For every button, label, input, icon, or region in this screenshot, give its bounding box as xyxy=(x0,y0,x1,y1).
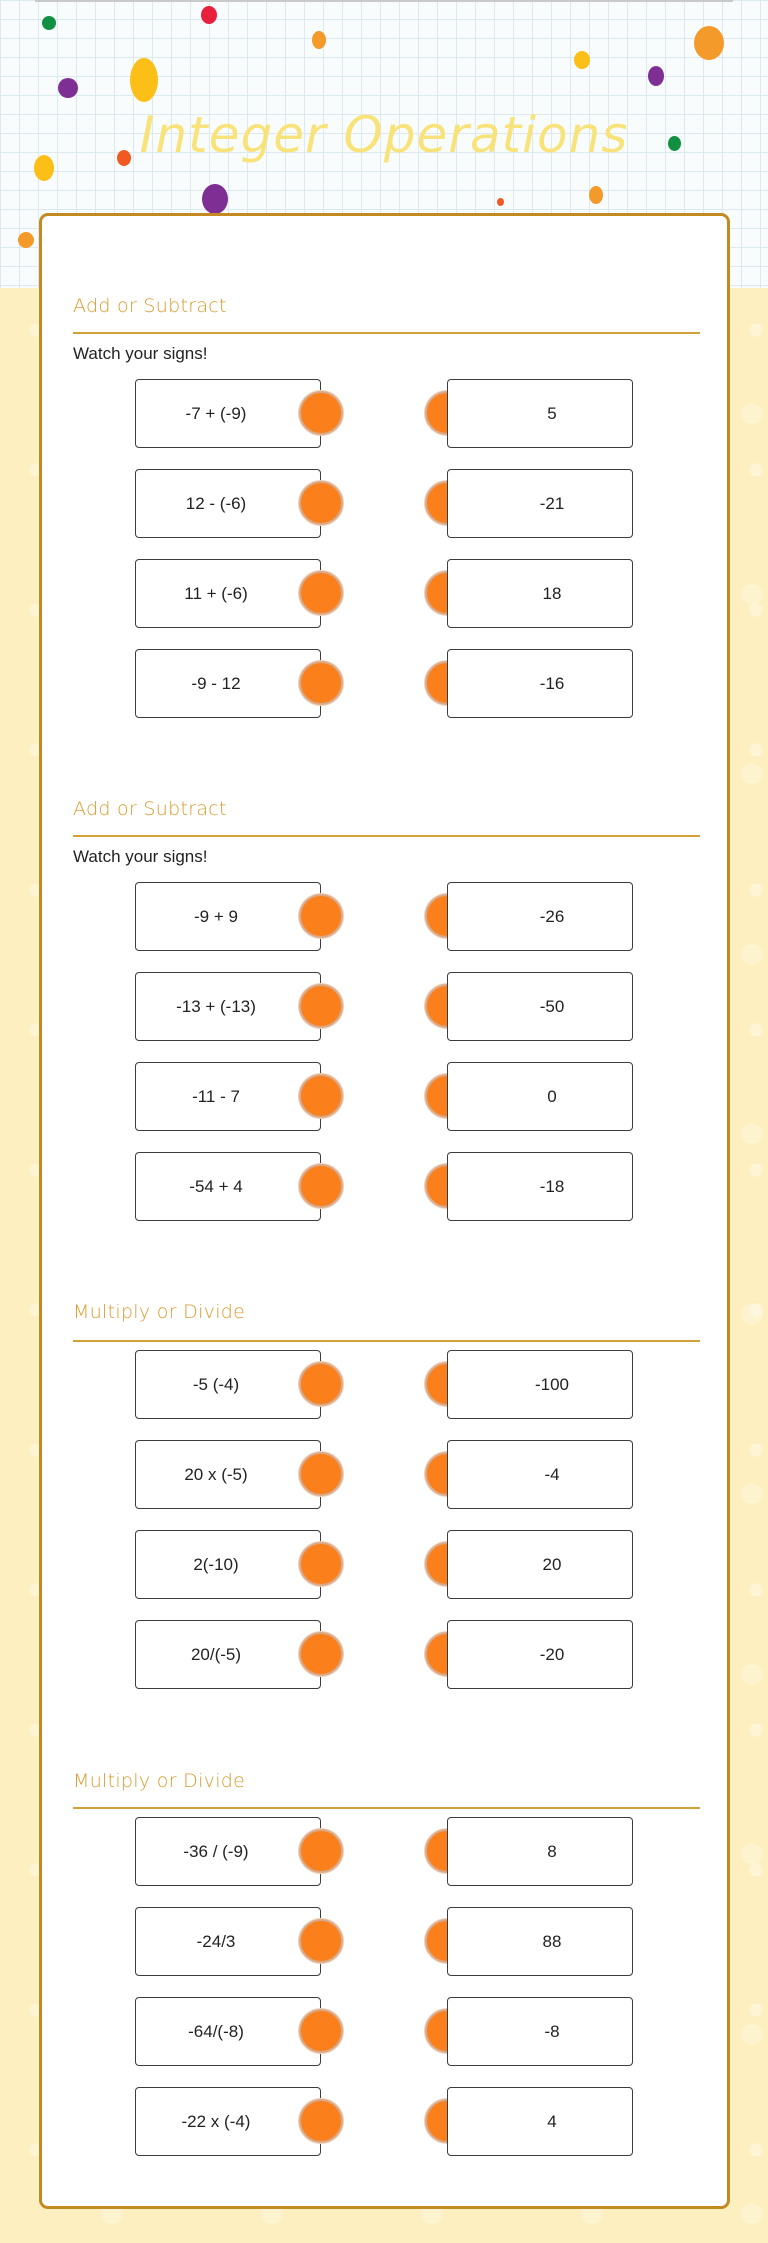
match-item-right[interactable]: -16 xyxy=(447,649,633,718)
match-connector-dot[interactable] xyxy=(299,2009,343,2053)
paint-splatter-icon xyxy=(201,6,217,24)
match-connector-dot[interactable] xyxy=(299,1919,343,1963)
page-title: Integer Operations xyxy=(139,106,629,164)
match-item-right[interactable]: -50 xyxy=(447,972,633,1041)
paint-splatter-icon xyxy=(497,198,504,206)
match-item-left[interactable]: -5 (-4) xyxy=(135,1350,321,1419)
section-divider xyxy=(73,332,700,334)
match-item-left[interactable]: -22 x (-4) xyxy=(135,2087,321,2156)
match-item-right[interactable]: 0 xyxy=(447,1062,633,1131)
match-connector-dot[interactable] xyxy=(299,1074,343,1118)
match-connector-dot[interactable] xyxy=(299,1542,343,1586)
match-item-left[interactable]: 20/(-5) xyxy=(135,1620,321,1689)
match-item-right[interactable]: -100 xyxy=(447,1350,633,1419)
match-item-left[interactable]: 20 x (-5) xyxy=(135,1440,321,1509)
section-heading: Multiply or Divide xyxy=(73,1301,246,1323)
section-heading: Add or Subtract xyxy=(73,798,227,820)
paint-splatter-icon xyxy=(202,184,228,214)
match-item-left[interactable]: -9 - 12 xyxy=(135,649,321,718)
paint-splatter-icon xyxy=(130,58,158,102)
section-divider xyxy=(73,1340,700,1342)
paint-splatter-icon xyxy=(312,31,326,49)
match-connector-dot[interactable] xyxy=(299,1362,343,1406)
paint-splatter-icon xyxy=(648,66,664,86)
match-item-left[interactable]: -11 - 7 xyxy=(135,1062,321,1131)
match-connector-dot[interactable] xyxy=(299,391,343,435)
match-item-right[interactable]: 18 xyxy=(447,559,633,628)
match-item-right[interactable]: 8 xyxy=(447,1817,633,1886)
match-item-right[interactable]: -26 xyxy=(447,882,633,951)
worksheet-card xyxy=(39,213,730,2209)
section-heading: Multiply or Divide xyxy=(73,1770,246,1792)
match-item-right[interactable]: 88 xyxy=(447,1907,633,1976)
match-item-right[interactable]: -4 xyxy=(447,1440,633,1509)
match-connector-dot[interactable] xyxy=(299,1452,343,1496)
match-connector-dot[interactable] xyxy=(299,661,343,705)
match-item-right[interactable]: -18 xyxy=(447,1152,633,1221)
match-connector-dot[interactable] xyxy=(299,2099,343,2143)
match-item-left[interactable]: -54 + 4 xyxy=(135,1152,321,1221)
match-connector-dot[interactable] xyxy=(299,984,343,1028)
match-item-right[interactable]: -20 xyxy=(447,1620,633,1689)
section-subtitle: Watch your signs! xyxy=(73,344,208,363)
match-connector-dot[interactable] xyxy=(299,1829,343,1873)
top-divider xyxy=(35,0,733,2)
match-item-left[interactable]: 12 - (-6) xyxy=(135,469,321,538)
match-connector-dot[interactable] xyxy=(299,571,343,615)
match-item-right[interactable]: 4 xyxy=(447,2087,633,2156)
match-item-left[interactable]: -64/(-8) xyxy=(135,1997,321,2066)
paint-splatter-icon xyxy=(58,78,78,98)
section-divider xyxy=(73,835,700,837)
match-item-left[interactable]: 11 + (-6) xyxy=(135,559,321,628)
match-item-right[interactable]: -21 xyxy=(447,469,633,538)
paint-splatter-icon xyxy=(42,16,56,30)
section-divider xyxy=(73,1807,700,1809)
match-item-left[interactable]: -9 + 9 xyxy=(135,882,321,951)
match-item-right[interactable]: 20 xyxy=(447,1530,633,1599)
match-connector-dot[interactable] xyxy=(299,1164,343,1208)
paint-splatter-icon xyxy=(574,51,590,69)
section-heading: Add or Subtract xyxy=(73,295,227,317)
match-connector-dot[interactable] xyxy=(299,894,343,938)
paint-splatter-icon xyxy=(589,186,603,204)
match-item-left[interactable]: -7 + (-9) xyxy=(135,379,321,448)
match-item-left[interactable]: -24/3 xyxy=(135,1907,321,1976)
match-item-left[interactable]: -36 / (-9) xyxy=(135,1817,321,1886)
section-subtitle: Watch your signs! xyxy=(73,847,208,866)
match-item-left[interactable]: 2(-10) xyxy=(135,1530,321,1599)
match-item-right[interactable]: -8 xyxy=(447,1997,633,2066)
paint-splatter-icon xyxy=(694,26,724,60)
match-item-right[interactable]: 5 xyxy=(447,379,633,448)
match-connector-dot[interactable] xyxy=(299,1632,343,1676)
match-connector-dot[interactable] xyxy=(299,481,343,525)
paint-splatter-icon xyxy=(18,232,34,248)
match-item-left[interactable]: -13 + (-13) xyxy=(135,972,321,1041)
